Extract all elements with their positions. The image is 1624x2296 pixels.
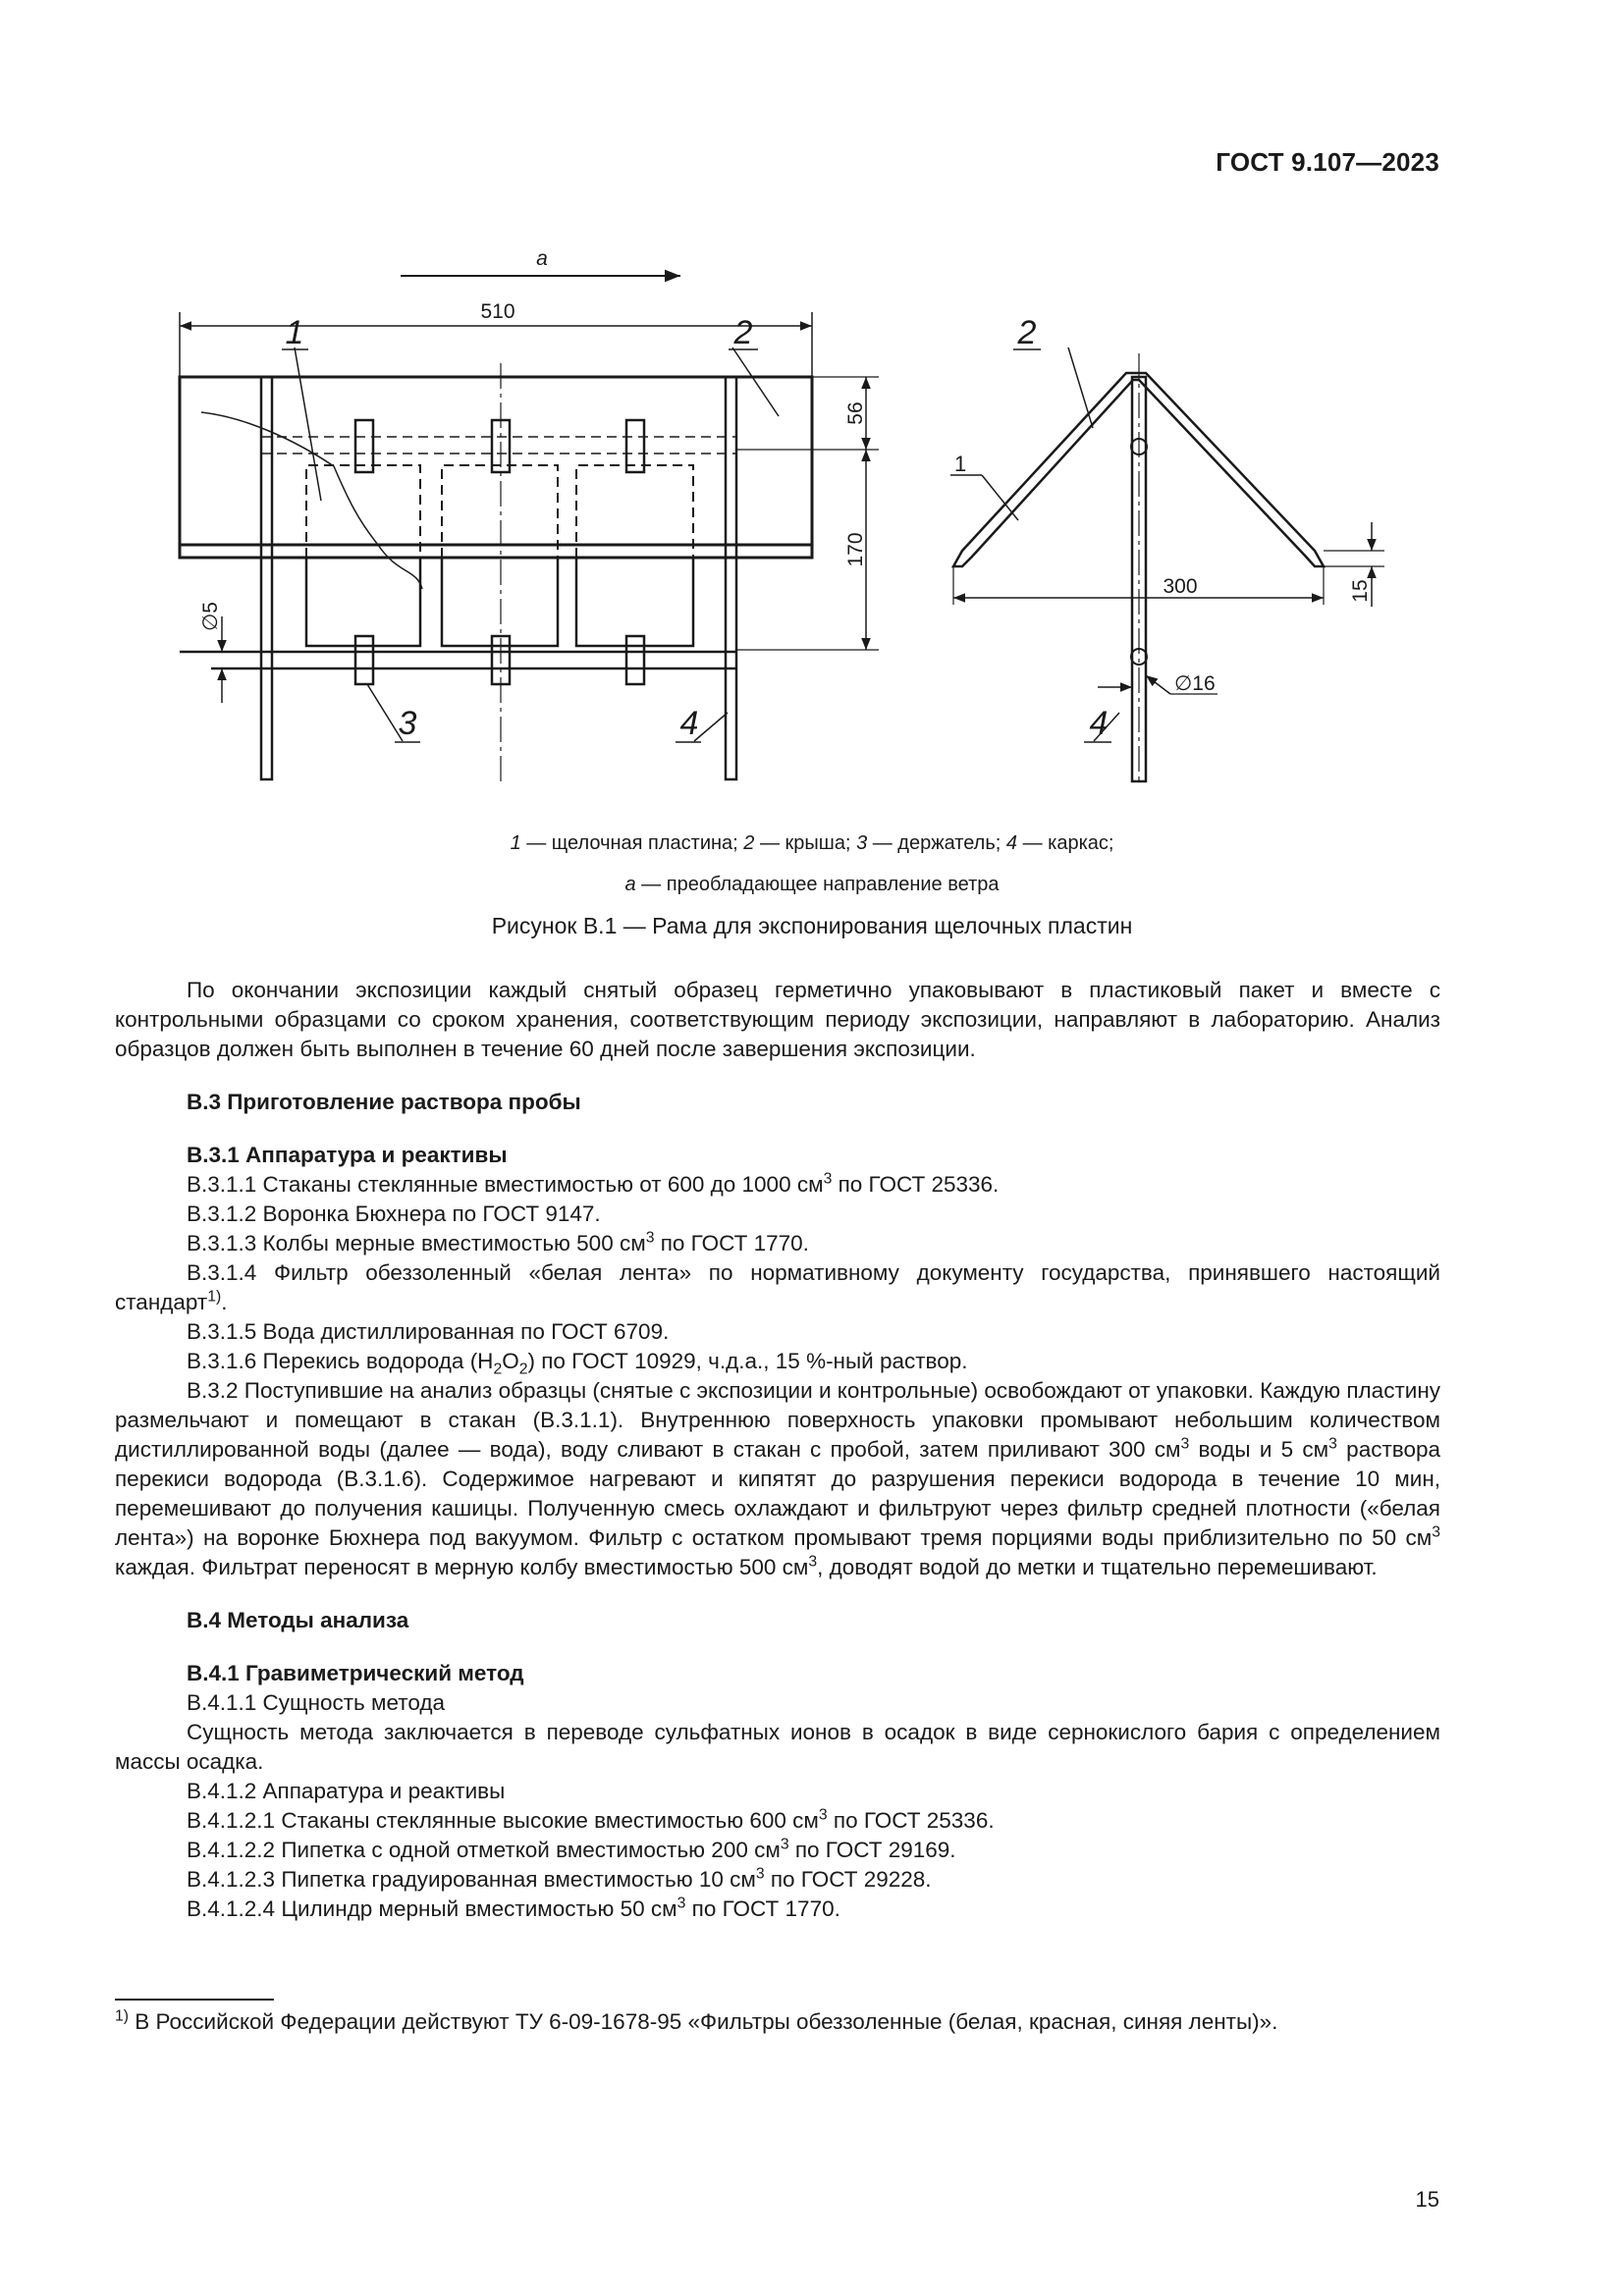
d5-label: ∅5 — [199, 602, 222, 631]
paragraph-b411: Сущность метода заключается в переводе сульфатных ионов в осадок в виде сернокислого бария с определением массы осадка. — [115, 1720, 1440, 1774]
document-code: ГОСТ 9.107—2023 — [1216, 147, 1439, 177]
side-label-4: 4 — [1089, 705, 1109, 742]
label-2: 2 — [733, 314, 753, 351]
figure-legend-line2: a — преобладающее направление ветра — [624, 874, 1000, 895]
item-b313: В.3.1.3 Колбы мерные вместимостью 500 $см^3$ по ГОСТ 1770. — [187, 1229, 809, 1255]
item-b4122: В.4.1.2.2 Пипетка с одной отметкой вместимостью 200 $см^3$ по ГОСТ 29169. — [187, 1836, 956, 1862]
footnote-separator — [115, 1999, 274, 2001]
paragraph-b32: В.3.2 Поступившие на анализ образцы (снятые с экспозиции и контрольные) освобождают от упаковки. Каждую пластину размельчают и помещают в стакан (В.3.1.1). Внутреннюю поверхность упаковки промывают небольшим количеством дистиллированной воды (далее — вода), воду сливают в стакан с пробой, затем приливают 300 $см^3$ воды и 5 $см^3$ раствора перекиси водорода (В.3.1.6). Содержимое нагревают и кипятят до разрушения перекиси водорода в течение 10 мин, перемешивают до получения кашицы. Полученную смесь охлаждают и фильтруют через фильтр средней плотности («белая лента») на воронке Бюхнера под вакуумом. Фильтр с остатком промывают тремя порциями воды приблизительно по 50 $см^3$ каждая. Фильтрат переносят в мерную колбу вместимостью 500 $см^3$, доводят водой до метки и тщательно перемешивают. — [115, 1378, 1441, 1579]
frame-drawing — [0, 0, 1624, 844]
side-label-1: 1 — [954, 452, 967, 476]
w300-label: 300 — [1163, 575, 1198, 598]
page-number: 15 — [1415, 2187, 1439, 2212]
heading-b3: В.3 Приготовление раствора пробы — [187, 1090, 581, 1114]
label-4: 4 — [679, 705, 699, 742]
item-b311: В.3.1.1 Стаканы стеклянные вместимостью от 600 до 1000 $см^3$ по ГОСТ 25336. — [187, 1170, 1000, 1197]
heading-b4: В.4 Методы анализа — [187, 1608, 409, 1632]
heading-b31: В.3.1 Аппаратура и реактивы — [187, 1143, 508, 1167]
item-b4123: В.4.1.2.3 Пипетка градуированная вместимостью 10 $см^3$ по ГОСТ 29228. — [187, 1865, 932, 1892]
item-b412: В.4.1.2 Аппаратура и реактивы — [187, 1779, 506, 1803]
item-b314: В.3.1.4 Фильтр обеззоленный «белая лента» по нормативному документу государства, принявшего настоящий стандарт$^{1)}$. — [115, 1260, 1440, 1314]
width-label: 510 — [480, 300, 515, 323]
alkali-plates — [306, 465, 693, 646]
footnote: $^{1)}$ В Российской Федерации действуют ТУ 6-09-1678-95 «Фильтры обеззоленные (белая, красная, синяя ленты)». — [115, 2007, 1278, 2034]
paragraph-exposure: По окончании экспозиции каждый снятый образец герметично упаковывают в пластиковый пакет и вместе с контрольными образцами со сроком хранения, соответствующим периоду экспозиции, направляют в лабораторию. Анализ образцов должен быть выполнен в течение 60 дней после завершения экспозиции. — [115, 978, 1440, 1061]
label-1: 1 — [285, 314, 304, 351]
item-b316: В.3.1.6 Перекись водорода $(H_2O_2)$ по ГОСТ 10929, ч.д.а., 15 %-ный раствор. — [187, 1349, 968, 1378]
h170-label: 170 — [844, 532, 867, 567]
item-b312: В.3.1.2 Воронка Бюхнера по ГОСТ 9147. — [187, 1201, 601, 1226]
side-label-2: 2 — [1017, 314, 1037, 351]
item-b315: В.3.1.5 Вода дистиллированная по ГОСТ 6709. — [187, 1319, 670, 1344]
holders — [355, 420, 644, 684]
figure-legend-line1: 1 — щелочная пластина; 2 — крыша; 3 — держатель; 4 — каркас; — [510, 832, 1114, 854]
h15-label: 15 — [1349, 579, 1372, 603]
label-3: 3 — [398, 705, 417, 742]
figure-caption: Рисунок В.1 — Рама для экспонирования щелочных пластин — [491, 913, 1133, 938]
item-b4121: В.4.1.2.1 Стаканы стеклянные высокие вместимостью 600 $см^3$ по ГОСТ 25336. — [187, 1806, 995, 1833]
wind-label: a — [536, 247, 548, 270]
main-text — [115, 976, 1440, 1924]
d16-label: ∅16 — [1174, 672, 1216, 695]
side-view — [950, 347, 1384, 785]
item-b411: В.4.1.1 Сущность метода — [187, 1690, 445, 1715]
item-b4124: В.4.1.2.4 Цилиндр мерный вместимостью 50 $см^3$ по ГОСТ 1770. — [187, 1895, 840, 1921]
heading-b41: В.4.1 Гравиметрический метод — [187, 1661, 524, 1685]
h56-label: 56 — [844, 401, 867, 425]
roof — [180, 377, 812, 558]
